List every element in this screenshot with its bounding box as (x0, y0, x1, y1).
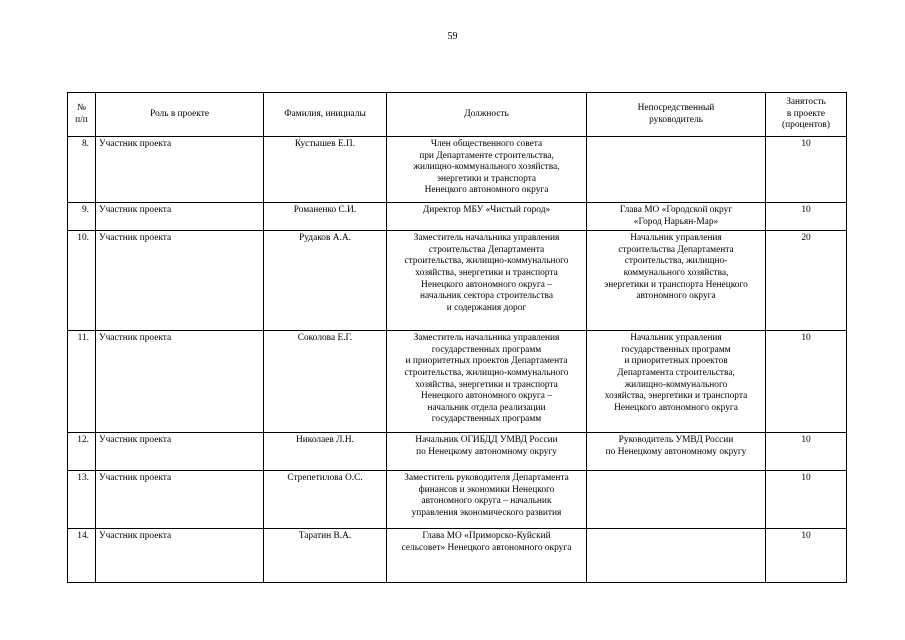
row-position: Директор МБУ «Чистый город» (387, 203, 587, 231)
row-name: Рудаков А.А. (264, 231, 387, 331)
table-row (68, 529, 847, 583)
header-role: Роль в проекте (96, 93, 264, 137)
row-role: Участник проекта (96, 529, 264, 583)
row-name: Николаев Л.Н. (264, 433, 387, 471)
header-num: № п/п (68, 93, 96, 137)
row-num: 8. (68, 137, 96, 203)
table-row (68, 203, 847, 231)
header-employment: Занятость в проекте (процентов) (766, 93, 847, 137)
row-position: Глава МО «Приморско-Куйский сельсовет» Ненецкого автономного округа (387, 529, 587, 583)
row-supervisor (587, 529, 766, 583)
table-row (68, 331, 847, 433)
table-row (68, 471, 847, 529)
row-employment: 10 (766, 203, 847, 231)
row-num: 13. (68, 471, 96, 529)
table-row (68, 231, 847, 331)
row-num: 10. (68, 231, 96, 331)
row-employment: 10 (766, 433, 847, 471)
table-row (68, 433, 847, 471)
row-employment: 10 (766, 529, 847, 583)
row-position: Заместитель руководителя Департамента финансов и экономики Ненецкого автономного округа – начальник управления экономического развития (387, 471, 587, 529)
row-name: Стрепетилова О.С. (264, 471, 387, 529)
row-position: Начальник ОГИБДД УМВД России по Ненецкому автономному округу (387, 433, 587, 471)
row-role: Участник проекта (96, 331, 264, 433)
row-supervisor (587, 137, 766, 203)
header-name: Фамилия, инициалы (264, 93, 387, 137)
row-role: Участник проекта (96, 137, 264, 203)
row-supervisor: Глава МО «Городской округ «Город Нарьян-Мар» (587, 203, 766, 231)
row-num: 14. (68, 529, 96, 583)
row-supervisor: Начальник управления строительства Департамента строительства, жилищно- коммунального хозяйства, энергетики и транспорта Ненецкого автономного округа (587, 231, 766, 331)
row-name: Романенко С.И. (264, 203, 387, 231)
row-role: Участник проекта (96, 231, 264, 331)
row-position: Член общественного совета при Департаменте строительства, жилищно-коммунального хозяйства, энергетики и транспорта Ненецкого автономного округа (387, 137, 587, 203)
page-number: 59 (447, 31, 458, 42)
row-num: 11. (68, 331, 96, 433)
row-name: Кустышев Е.П. (264, 137, 387, 203)
header-position: Должность (387, 93, 587, 137)
row-employment: 10 (766, 331, 847, 433)
row-position: Заместитель начальника управления строительства Департамента строительства, жилищно-коммунального хозяйства, энергетики и транспорта Ненецкого автономного округа – начальник сектора строительства и содержания дорог (387, 231, 587, 331)
row-supervisor (587, 471, 766, 529)
row-supervisor: Начальник управления государственных программ и приоритетных проектов Департамента строительства, жилищно-коммунального хозяйства, энергетики и транспорта Ненецкого автономного округа (587, 331, 766, 433)
table-row (68, 137, 847, 203)
row-employment: 10 (766, 471, 847, 529)
row-num: 9. (68, 203, 96, 231)
row-role: Участник проекта (96, 433, 264, 471)
row-num: 12. (68, 433, 96, 471)
row-supervisor: Руководитель УМВД России по Ненецкому автономному округу (587, 433, 766, 471)
row-role: Участник проекта (96, 471, 264, 529)
row-employment: 20 (766, 231, 847, 331)
table-header-row (68, 93, 847, 137)
project-team-table (67, 92, 847, 583)
row-role: Участник проекта (96, 203, 264, 231)
row-employment: 10 (766, 137, 847, 203)
row-name: Таратин В.А. (264, 529, 387, 583)
header-supervisor: Непосредственный руководитель (587, 93, 766, 137)
row-name: Соколова Е.Г. (264, 331, 387, 433)
row-position: Заместитель начальника управления государственных программ и приоритетных проектов Департамента строительства, жилищно-коммунального хозяйства, энергетики и транспорта Ненецкого автономного округа – начальник отдела реализации государственных программ (387, 331, 587, 433)
